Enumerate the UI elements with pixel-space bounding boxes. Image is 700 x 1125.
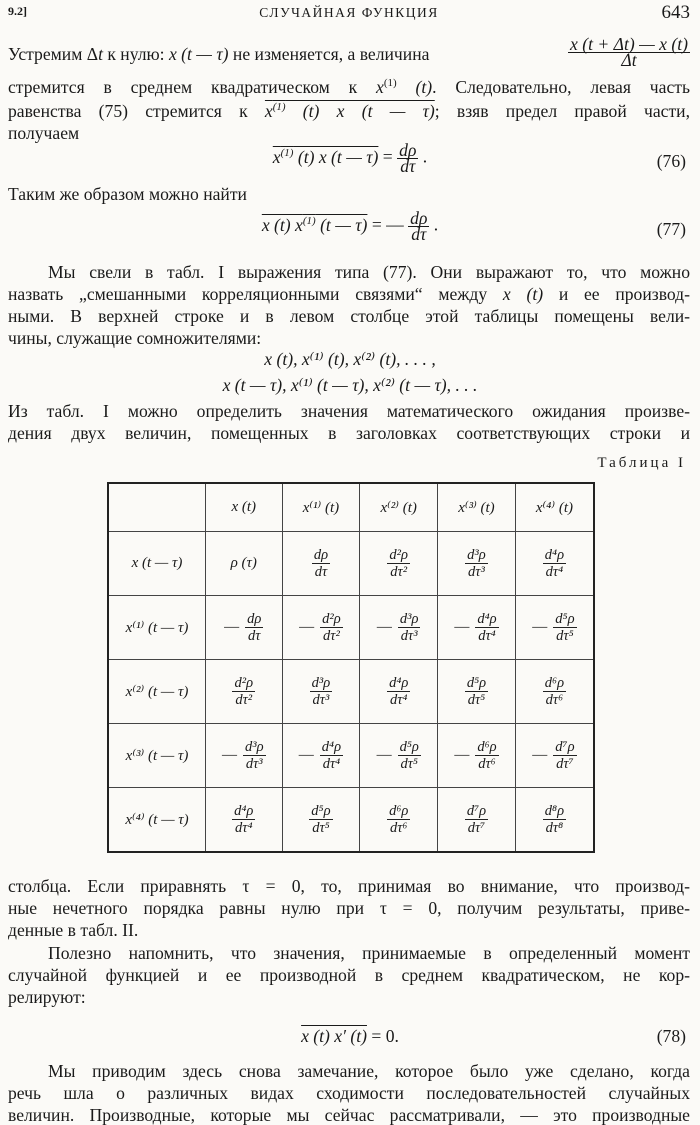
table-row <box>108 660 594 724</box>
denominator: Δt <box>621 50 637 70</box>
denominator: dτ⁵ <box>467 692 486 708</box>
column-header: x⁽⁴⁾ (t) <box>515 483 594 532</box>
derivative-fraction <box>398 611 421 644</box>
factor-list-2: x (t — τ), x⁽¹⁾ (t — τ), x⁽²⁾ (t — τ), . . . <box>222 375 478 395</box>
column-header: x⁽²⁾ (t) <box>360 483 438 532</box>
text: . <box>429 214 439 235</box>
sign: — <box>532 618 548 635</box>
paragraph-line: речь шла о различных видах сходимости последовательностей случайных <box>8 1083 690 1103</box>
numerator: d⁴ρ <box>389 675 409 691</box>
fraction <box>397 140 418 176</box>
column-header: x⁽³⁾ (t) <box>438 483 516 532</box>
numerator: d⁶ρ <box>544 675 565 691</box>
denominator: dτ <box>400 156 416 176</box>
derivative-fraction <box>553 739 576 772</box>
derivative-fraction <box>320 739 343 772</box>
derivative-fraction <box>387 547 410 580</box>
derivative-fraction <box>245 611 263 644</box>
numerator: d⁴ρ <box>234 803 254 819</box>
text: к нулю: <box>102 44 169 64</box>
math: x <box>376 77 384 97</box>
numerator: d⁶ρ <box>389 803 409 819</box>
corner-cell <box>108 483 206 532</box>
paragraph-line <box>8 284 690 304</box>
factor-list-1: x (t), x⁽¹⁾ (t), x⁽²⁾ (t), . . . , <box>264 349 436 369</box>
math: x (t) <box>502 284 544 304</box>
text: = — <box>367 214 409 235</box>
running-header <box>8 4 690 26</box>
derivative-fraction <box>387 803 410 836</box>
row-header: x⁽²⁾ (t — τ) <box>108 660 206 724</box>
derivative-fraction <box>543 803 566 836</box>
numerator: d³ρ <box>244 739 264 755</box>
table-cell <box>206 724 283 788</box>
sign: — <box>454 746 470 763</box>
derivative-fraction <box>232 803 255 836</box>
denominator: dτ³ <box>468 564 485 580</box>
numerator: d⁸ρ <box>544 803 565 819</box>
math: (t) x (t — τ) <box>293 146 379 167</box>
paragraph-line: чины, служащие сомножителями: <box>8 328 262 348</box>
numerator: d²ρ <box>322 611 341 627</box>
denominator: dτ⁴ <box>235 820 253 836</box>
table-row <box>108 596 594 660</box>
numerator: d⁵ρ <box>399 739 419 755</box>
sign: — <box>376 618 392 635</box>
numerator: d⁵ρ <box>311 803 331 819</box>
paragraph-line: величин. Производные, которые мы сейчас рассматривали, — это производные <box>8 1105 690 1125</box>
table-cell <box>206 532 283 596</box>
denominator: dτ⁵ <box>400 756 418 772</box>
math: x (t) x′ (t) <box>301 1026 367 1046</box>
table-caption: Таблица I <box>597 455 686 471</box>
table-row <box>108 724 594 788</box>
table-cell <box>282 724 360 788</box>
derivative-fraction <box>465 675 488 708</box>
paragraph-line: дения двух величин, помещенных в заголовках соответствующих строки и <box>8 423 690 443</box>
table-cell <box>515 788 594 853</box>
derivative-fraction <box>309 803 332 836</box>
paragraph-line: ные нечетного порядка равны нулю при τ = 0, получим результаты, приве- <box>8 898 690 918</box>
equation-number: (78) <box>656 1026 686 1046</box>
row-header: x⁽¹⁾ (t — τ) <box>108 596 206 660</box>
numerator: d²ρ <box>234 675 254 691</box>
text: ; взяв предел правой части, <box>434 101 690 121</box>
table-cell <box>360 660 438 724</box>
table-cell <box>282 596 360 660</box>
table-cell <box>360 724 438 788</box>
table-cell <box>515 724 594 788</box>
text: стремится в среднем квадратическом к <box>8 77 377 97</box>
derivative-fraction <box>465 803 488 836</box>
fraction <box>568 34 690 70</box>
denominator: dτ² <box>235 692 253 708</box>
table-cell <box>438 788 516 853</box>
table-cell <box>282 532 360 596</box>
numerator: d⁴ρ <box>477 611 497 627</box>
denominator: dτ <box>314 564 328 580</box>
sign: — <box>298 746 314 763</box>
math <box>262 215 368 235</box>
numerator: d⁷ρ <box>466 803 487 819</box>
paragraph-line: Полезно напомнить, что значения, принимаемые в определенный момент <box>48 943 690 963</box>
derivative-fraction <box>320 611 343 644</box>
math: x (t) x <box>261 214 303 235</box>
denominator: dτ⁶ <box>389 820 408 836</box>
sign: — <box>532 746 548 763</box>
fraction <box>408 208 429 244</box>
table-cell <box>438 724 516 788</box>
text: . <box>418 146 428 167</box>
denominator: dτ <box>411 224 427 244</box>
column-header: x (t) <box>206 483 283 532</box>
text: не изменяется, а величина <box>228 44 430 64</box>
table-cell <box>438 596 516 660</box>
row-header: x⁽⁴⁾ (t — τ) <box>108 788 206 853</box>
numerator: d⁵ρ <box>466 675 487 691</box>
table-cell <box>360 788 438 853</box>
derivative-fraction <box>243 739 266 772</box>
table-header-row <box>108 483 594 532</box>
numerator: d⁴ρ <box>321 739 342 755</box>
table-cell <box>515 596 594 660</box>
numerator: d³ρ <box>311 675 331 691</box>
paragraph-line: релируют: <box>8 987 86 1007</box>
denominator: dτ³ <box>400 628 418 644</box>
numerator: d⁵ρ <box>555 611 575 627</box>
denominator: dτ⁶ <box>545 692 564 708</box>
denominator: dτ⁴ <box>478 628 496 644</box>
derivative-fraction <box>543 547 566 580</box>
derivative-fraction <box>553 611 576 644</box>
sign: — <box>221 746 237 763</box>
derivative-fraction <box>398 739 421 772</box>
math: x (t — τ) <box>168 44 229 64</box>
denominator: dτ³ <box>245 756 263 772</box>
denominator: dτ³ <box>312 692 330 708</box>
math: (t — τ) <box>315 214 368 235</box>
math: (t) <box>396 77 433 97</box>
table-cell <box>438 532 516 596</box>
sign: — <box>376 746 392 763</box>
paragraph-line <box>8 101 690 121</box>
paragraph-line <box>8 34 690 70</box>
table-cell <box>282 788 360 853</box>
numerator: x (t + Δt) — x (t) <box>570 34 688 54</box>
denominator: dτ <box>248 628 261 644</box>
derivative-fraction <box>543 675 566 708</box>
denominator: dτ⁸ <box>545 820 564 836</box>
table-cell <box>515 660 594 724</box>
math <box>265 101 435 121</box>
paragraph-line <box>8 77 690 97</box>
text: и ее производ- <box>543 284 690 304</box>
math: x <box>272 146 281 167</box>
table-cell <box>360 532 438 596</box>
text: назвать „смешанными корреляционными связями“ между <box>8 284 503 304</box>
paragraph-line: Мы приводим здесь снова замечание, которое было уже сделано, когда <box>48 1061 690 1081</box>
equation-78 <box>0 1026 700 1047</box>
table-row <box>108 788 594 853</box>
table-cell <box>206 596 283 660</box>
page-number: 643 <box>661 2 690 23</box>
math <box>273 147 379 167</box>
table-row <box>108 532 594 596</box>
table-cell <box>282 660 360 724</box>
paragraph-line: денные в табл. II. <box>8 920 139 940</box>
numerator: dρ <box>247 611 262 627</box>
math: x <box>264 101 273 121</box>
numerator: dρ <box>410 208 428 228</box>
denominator: dτ⁵ <box>312 820 330 836</box>
text: равенства (75) стремится к <box>8 101 265 121</box>
numerator: d⁷ρ <box>555 739 575 755</box>
table-cell <box>438 660 516 724</box>
denominator: dτ⁴ <box>389 692 408 708</box>
text: = <box>378 146 398 167</box>
denominator: dτ⁶ <box>478 756 496 772</box>
table-cell <box>360 596 438 660</box>
math: (t) x (t — τ) <box>285 101 435 121</box>
paragraph-line: столбца. Если приравнять τ = 0, то, принимая во внимание, что производ- <box>8 876 690 896</box>
superscript: (1) <box>383 77 397 89</box>
table-cell <box>206 788 283 853</box>
numerator: d⁴ρ <box>544 547 565 563</box>
paragraph-line: случайной функцией и ее производной в среднем квадратическом, не кор- <box>8 965 690 985</box>
sign: — <box>299 618 315 635</box>
derivative-fraction <box>310 675 333 708</box>
denominator: dτ⁷ <box>467 820 486 836</box>
paragraph-line: Из табл. I можно определить значения математического ожидания произве- <box>8 401 690 421</box>
paragraph-line: Таким же образом можно найти <box>8 184 247 204</box>
sign: — <box>224 618 240 635</box>
text: Устремим Δ <box>8 44 99 64</box>
cell-value: ρ (τ) <box>230 555 257 571</box>
numerator: d⁶ρ <box>477 739 497 755</box>
superscript: (1) <box>280 146 294 159</box>
numerator: d³ρ <box>467 547 486 563</box>
derivative-fraction <box>475 611 498 644</box>
equation-number: (76) <box>656 151 686 171</box>
numerator: dρ <box>399 140 417 160</box>
table-cell <box>206 660 283 724</box>
running-title: СЛУЧАЙНАЯ ФУНКЦИЯ <box>259 5 439 20</box>
denominator: dτ⁴ <box>322 756 341 772</box>
text: = 0. <box>366 1026 399 1046</box>
row-header: x⁽³⁾ (t — τ) <box>108 724 206 788</box>
superscript: (1) <box>302 214 316 227</box>
equation-76 <box>0 140 700 176</box>
paragraph-line: Мы свели в табл. I выражения типа (77). Они выражают то, что можно <box>48 262 690 282</box>
denominator: dτ² <box>390 564 408 580</box>
numerator: d³ρ <box>399 611 419 627</box>
superscript: (1) <box>272 101 286 113</box>
derivative-fraction <box>387 675 410 708</box>
denominator: dτ⁷ <box>556 756 574 772</box>
column-header: x⁽¹⁾ (t) <box>282 483 360 532</box>
derivative-fraction <box>312 547 330 580</box>
correlation-table <box>107 482 595 853</box>
denominator: dτ⁵ <box>556 628 574 644</box>
denominator: dτ² <box>323 628 340 644</box>
equation-77 <box>0 208 700 244</box>
paragraph-line: получаем <box>8 123 80 143</box>
table-cell <box>515 532 594 596</box>
section-number: 9.2] <box>8 4 27 18</box>
derivative-fraction <box>475 739 498 772</box>
denominator: dτ⁴ <box>545 564 564 580</box>
equation-number: (77) <box>656 219 686 239</box>
derivative-fraction <box>465 547 488 580</box>
paragraph-line: ными. В верхней строке и в левом столбце этой таблицы помещены вели- <box>8 306 690 326</box>
derivative-fraction <box>232 675 255 708</box>
text: . Следовательно, левая часть <box>432 77 690 97</box>
text: t <box>98 44 103 64</box>
numerator: dρ <box>313 547 329 563</box>
numerator: d²ρ <box>389 547 408 563</box>
row-header: x (t — τ) <box>108 532 206 596</box>
sign: — <box>454 618 470 635</box>
